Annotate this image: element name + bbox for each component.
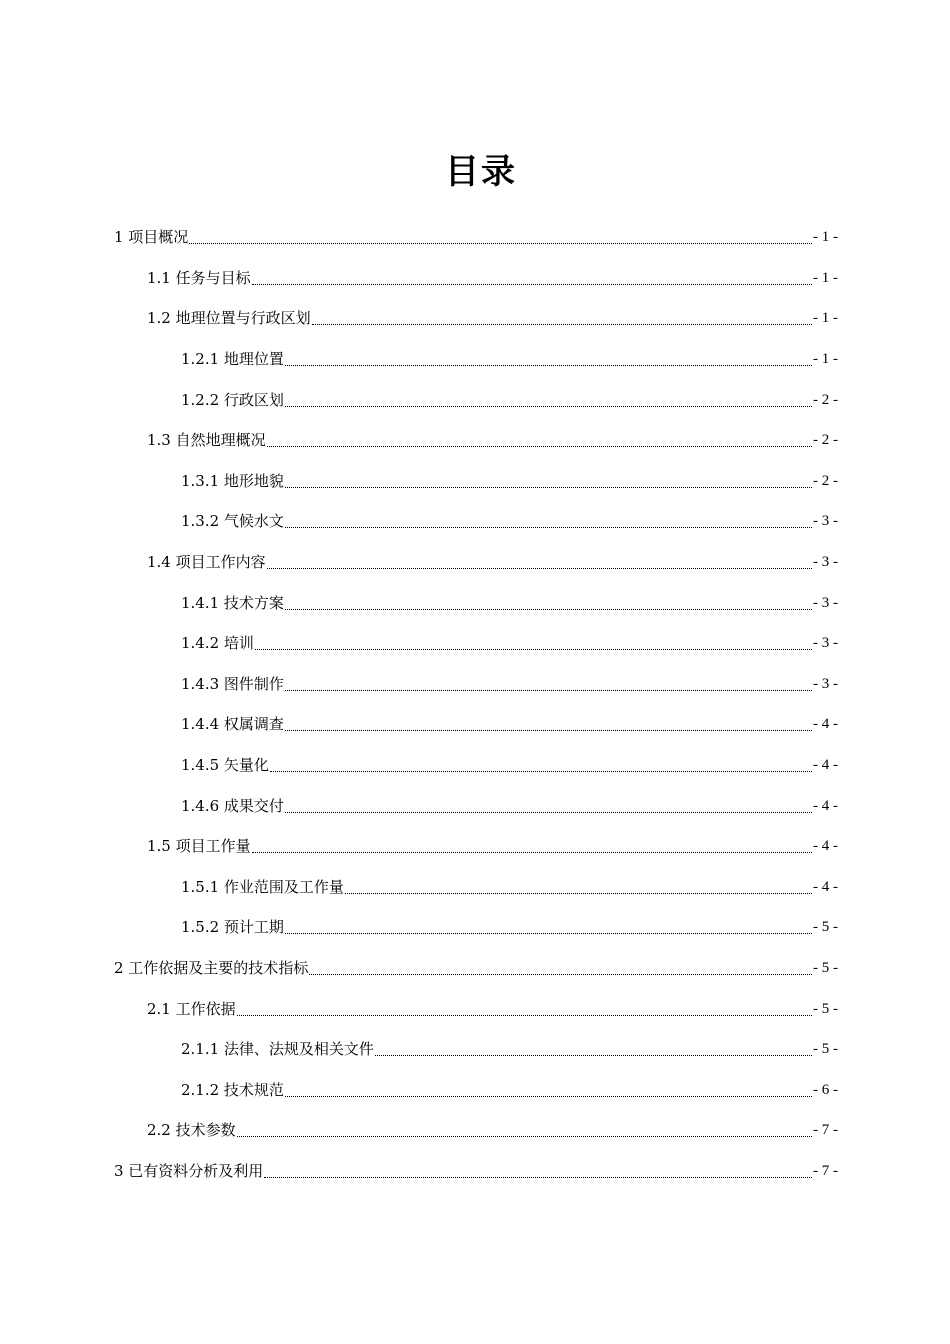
toc-entry-text: 1.4.1 技术方案 <box>181 593 284 612</box>
toc-page-number: - 5 - <box>813 959 838 976</box>
toc-entry-text: 1.2.1 地理位置 <box>181 350 284 369</box>
toc-entry-text: 1.4.6 成果交付 <box>181 796 284 815</box>
toc-page-number: - 5 - <box>813 1000 838 1017</box>
toc-entry[interactable] <box>0 826 950 867</box>
toc-page-number: - 4 - <box>813 878 838 895</box>
toc-page-number: - 1 - <box>813 351 838 368</box>
toc-page-number: - 3 - <box>813 635 838 652</box>
toc-entry-text: 2.1.1 法律、法规及相关文件 <box>181 1040 374 1059</box>
toc-page-number: - 3 - <box>813 594 838 611</box>
toc-entry-text: 1 项目概况 <box>114 228 189 247</box>
toc-entry[interactable] <box>0 785 950 826</box>
toc-dot-leader <box>285 729 812 731</box>
toc-entry[interactable] <box>0 623 950 664</box>
toc-entry[interactable] <box>0 867 950 908</box>
toc-dot-leader <box>264 1176 812 1178</box>
toc-dot-leader <box>237 1014 812 1016</box>
toc-page-number: - 6 - <box>813 1081 838 1098</box>
toc-entry[interactable] <box>0 217 950 258</box>
toc-entry[interactable] <box>0 339 950 380</box>
toc-page-number: - 3 - <box>813 554 838 571</box>
toc-page-number: - 2 - <box>813 472 838 489</box>
toc-page-number: - 2 - <box>813 391 838 408</box>
toc-entry[interactable] <box>0 1110 950 1151</box>
toc-entry[interactable] <box>0 1069 950 1110</box>
toc-title: 目录 <box>445 152 517 192</box>
toc-entry[interactable] <box>0 907 950 948</box>
toc-entry-text: 2.1 工作依据 <box>147 999 236 1018</box>
toc-entry[interactable] <box>0 582 950 623</box>
toc-dot-leader <box>345 892 812 894</box>
toc-list <box>0 217 950 1191</box>
toc-page-number: - 7 - <box>813 1162 838 1179</box>
toc-dot-leader <box>285 689 812 691</box>
toc-entry[interactable] <box>0 379 950 420</box>
toc-entry[interactable] <box>0 298 950 339</box>
toc-dot-leader <box>285 811 812 813</box>
toc-entry-text: 2.2 技术参数 <box>147 1121 236 1140</box>
toc-dot-leader <box>252 851 812 853</box>
toc-page-number: - 7 - <box>813 1122 838 1139</box>
toc-dot-leader <box>312 323 812 325</box>
toc-entry[interactable] <box>0 501 950 542</box>
toc-dot-leader <box>267 445 812 447</box>
toc-page-number: - 1 - <box>813 269 838 286</box>
toc-entry[interactable] <box>0 1029 950 1070</box>
toc-entry[interactable] <box>0 258 950 299</box>
toc-entry-text: 1.4 项目工作内容 <box>147 553 266 572</box>
toc-page-number: - 1 - <box>813 310 838 327</box>
toc-page-number: - 2 - <box>813 432 838 449</box>
toc-page-number: - 4 - <box>813 716 838 733</box>
toc-page-number: - 3 - <box>813 675 838 692</box>
toc-entry-text: 2 工作依据及主要的技术指标 <box>114 958 309 977</box>
toc-entry-text: 1.2.2 行政区划 <box>181 390 284 409</box>
toc-entry-text: 1.5 项目工作量 <box>147 837 251 856</box>
toc-dot-leader <box>252 283 812 285</box>
toc-entry-text: 2.1.2 技术规范 <box>181 1080 284 1099</box>
toc-dot-leader <box>285 405 812 407</box>
toc-entry[interactable] <box>0 988 950 1029</box>
toc-page-number: - 5 - <box>813 919 838 936</box>
toc-dot-leader <box>309 973 812 975</box>
toc-entry[interactable] <box>0 948 950 989</box>
toc-dot-leader <box>375 1054 812 1056</box>
toc-entry-text: 1.4.3 图件制作 <box>181 674 284 693</box>
toc-dot-leader <box>285 486 812 488</box>
toc-page-number: - 4 - <box>813 757 838 774</box>
toc-entry-text: 1.4.2 培训 <box>181 634 254 653</box>
toc-entry-text: 1.3 自然地理概况 <box>147 431 266 450</box>
toc-dot-leader <box>285 526 812 528</box>
toc-dot-leader <box>285 1095 812 1097</box>
toc-entry-text: 1.4.5 矢量化 <box>181 756 269 775</box>
toc-page-number: - 1 - <box>813 229 838 246</box>
toc-dot-leader <box>237 1135 812 1137</box>
toc-entry[interactable] <box>0 542 950 583</box>
toc-entry[interactable] <box>0 1151 950 1192</box>
toc-entry-text: 1.3.2 气候水文 <box>181 512 284 531</box>
toc-dot-leader <box>285 932 812 934</box>
toc-page-number: - 5 - <box>813 1041 838 1058</box>
toc-dot-leader <box>189 242 812 244</box>
toc-page-number: - 3 - <box>813 513 838 530</box>
toc-entry-text: 1.2 地理位置与行政区划 <box>147 309 311 328</box>
toc-entry-text: 1.3.1 地形地貌 <box>181 471 284 490</box>
toc-entry[interactable] <box>0 745 950 786</box>
toc-entry[interactable] <box>0 420 950 461</box>
toc-entry-text: 1.4.4 权属调查 <box>181 715 284 734</box>
toc-page-number: - 4 - <box>813 838 838 855</box>
toc-entry-text: 1.5.2 预计工期 <box>181 918 284 937</box>
toc-entry[interactable] <box>0 461 950 502</box>
toc-dot-leader <box>267 567 812 569</box>
toc-entry-text: 3 已有资料分析及利用 <box>114 1161 264 1180</box>
toc-dot-leader <box>270 770 812 772</box>
toc-dot-leader <box>285 364 812 366</box>
toc-entry-text: 1.1 任务与目标 <box>147 268 251 287</box>
toc-dot-leader <box>255 648 812 650</box>
toc-entry[interactable] <box>0 664 950 705</box>
toc-entry-text: 1.5.1 作业范围及工作量 <box>181 877 344 896</box>
toc-entry[interactable] <box>0 704 950 745</box>
toc-dot-leader <box>285 608 812 610</box>
toc-page-number: - 4 - <box>813 797 838 814</box>
